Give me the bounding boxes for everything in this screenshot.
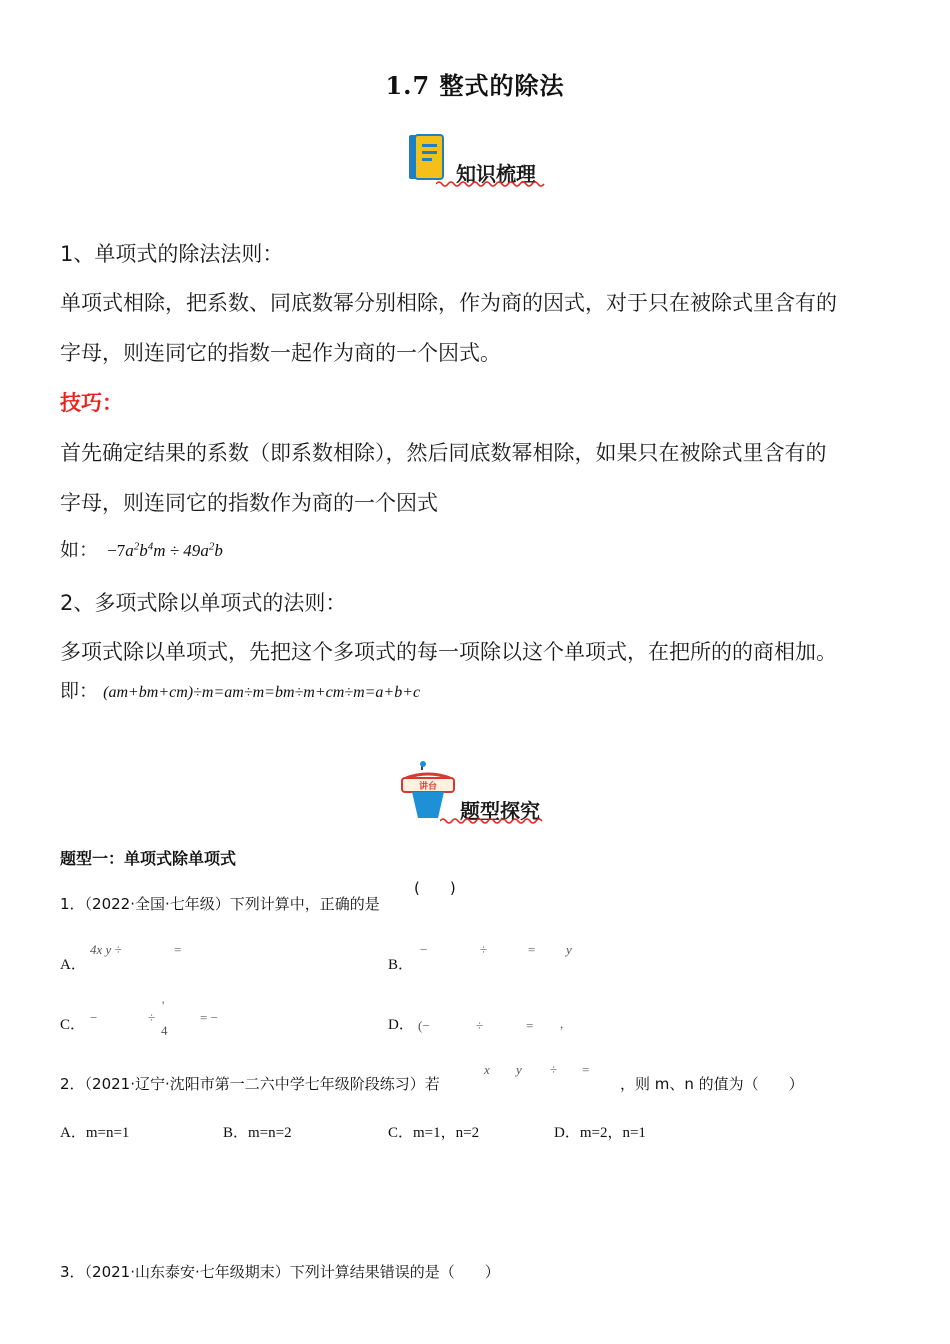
q1-option-d-frag4: , xyxy=(560,1016,564,1031)
q2-tail: ，则 m、n 的值为（ ） xyxy=(620,1075,804,1093)
tip-line2: 字母，则连同它的指数作为商的一个因式 xyxy=(60,491,438,515)
rule2-line1: 多项式除以单项式，先把这个多项式的每一项除以这个单项式，在把所的的商相加。 xyxy=(60,640,837,664)
example-divisor: m ÷ 49 xyxy=(153,541,201,560)
q1-option-b-frag3: = xyxy=(528,942,536,957)
example-var-b: $a^2b$ xyxy=(200,540,223,560)
q1-option-b-label: B． xyxy=(388,957,414,973)
q1-option-d-label: D． xyxy=(388,1017,414,1033)
section1-heading: 题型一：单项式除单项式 xyxy=(60,849,237,868)
q2-option-b: B．m=n=2 xyxy=(223,1125,292,1141)
q1-option-c-frag1: − xyxy=(90,1010,98,1025)
q2-frag1: x xyxy=(484,1062,490,1077)
q1-paren: ( ) xyxy=(414,879,456,897)
explore-badge-label: 题型探究 xyxy=(460,799,540,823)
page-title: 1.7 整式的除法 xyxy=(385,71,565,100)
rule2-formula: (am+bm+cm)÷m=am÷m=bm÷m+cm÷m=a+b+c xyxy=(103,684,421,701)
q1-option-d-frag1: (− xyxy=(418,1018,430,1033)
rule1-line1: 单项式相除，把系数、同底数幂分别相除，作为商的因式，对于只在被除式里含有的 xyxy=(60,291,837,315)
q2-option-d: D．m=2，n=1 xyxy=(554,1125,646,1141)
q1-option-b-frag2: ÷ xyxy=(480,942,488,957)
rule2-prefix: 即： xyxy=(60,680,99,702)
example-coefficient: −7 xyxy=(107,541,126,560)
q1-option-c-frag3: 4 xyxy=(161,1023,168,1038)
wavy-underline-2 xyxy=(440,817,548,825)
rule2-formula-line xyxy=(60,676,420,703)
q1-option-d-frag3: = xyxy=(526,1018,534,1033)
q2-option-a: A．m=n=1 xyxy=(60,1125,130,1141)
rule1-line2: 字母，则连同它的指数一起作为商的一个因式。 xyxy=(60,341,501,365)
tip-line1: 首先确定结果的系数（即系数相除），然后同底数幂相除，如果只在被除式里含有的 xyxy=(60,441,827,465)
q2-text: 2．（2021·辽宁·沈阳市第一二六中学七年级阶段练习）若 xyxy=(60,1075,440,1093)
q1-option-c-frag4: = − xyxy=(200,1010,218,1025)
q1-option-c-frag5: ' xyxy=(162,998,165,1013)
example-var-a: $a^2b^4$ xyxy=(125,540,154,560)
q1-option-a-frag2: = xyxy=(174,942,182,957)
q2-frag4: = xyxy=(582,1062,590,1077)
rule1-heading: 1、单项式的除法法则： xyxy=(60,242,284,266)
q1-option-b-frag4: y xyxy=(566,942,572,957)
book-icon xyxy=(406,133,446,183)
q1-option-d-frag2: ÷ xyxy=(476,1018,484,1033)
q3-text: 3．（2021·山东泰安·七年级期末）下列计算结果错误的是（ ） xyxy=(60,1263,500,1281)
q1-option-c-label: C． xyxy=(60,1017,86,1033)
rule2-heading: 2、多项式除以单项式的法则： xyxy=(60,591,347,615)
q1-option-a-frag1: 4x y ÷ xyxy=(90,942,122,957)
q2-frag2: y xyxy=(516,1062,522,1077)
q1-option-b-frag1: − xyxy=(420,942,428,957)
q1-option-c-frag2: ÷ xyxy=(148,1010,156,1025)
podium-icon xyxy=(398,760,458,822)
example-prefix: 如： xyxy=(60,539,99,561)
q1-text: 1．（2022·全国·七年级）下列计算中，正确的是 xyxy=(60,895,380,913)
q2-option-c: C．m=1，n=2 xyxy=(388,1125,480,1141)
q2-frag3: ÷ xyxy=(550,1062,558,1077)
tip-label: 技巧： xyxy=(60,391,123,415)
knowledge-badge-label: 知识梳理 xyxy=(456,162,536,186)
q1-option-a-label: A． xyxy=(60,957,86,973)
podium-text: 讲台 xyxy=(418,782,438,792)
example-line xyxy=(60,535,223,562)
wavy-underline xyxy=(436,180,548,188)
